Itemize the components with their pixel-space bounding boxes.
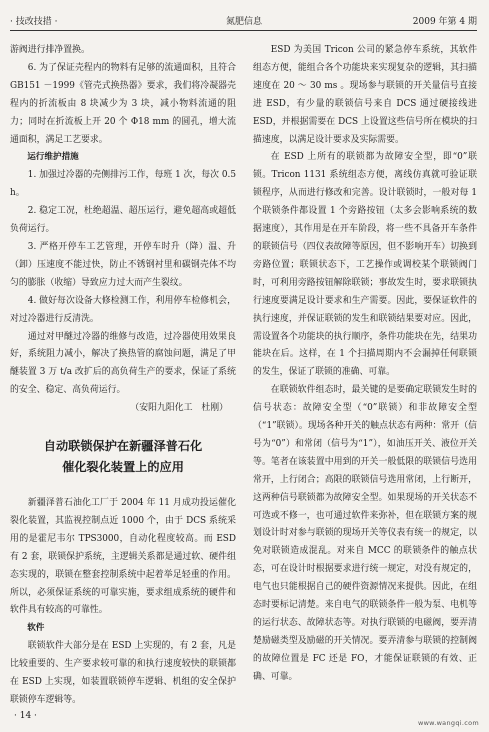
paragraph: 2. 稳定工况，杜绝超温、超压运行，避免超高或超低负荷运行。 xyxy=(10,206,236,235)
watermark: www.wangqi.com xyxy=(417,719,479,727)
article-title-line1: 自动联锁保护在新疆泽普石化 xyxy=(43,439,203,454)
journal-name: 氮肥信息 xyxy=(226,17,263,27)
article-title-line2: 催化裂化装置上的应用 xyxy=(62,460,184,475)
paragraph: 联锁软件大部分是在 ESD 上实现的，有 2 套，凡是比较重要的、生产要求较可靠的和执行速度较快的联锁都在 ESD 上实现，如装置联锁停车逻辑、机组的安全保护联锁停车逻辑等。 xyxy=(10,641,236,705)
paragraph: ESD 为美国 Tricon 公司的紧急停车系统，其软件组态方便，能组合各个功能块来实现复杂的逻辑，其扫描速度在 20 ～ 30 ms 。现场参与联锁的开关量信号直接进 ESD，有少量的联锁信号来自 DCS 通过硬接线进 ESD，并根据需要在 DCS 上设置这些信号所在模块的扫描速度，以满足设计要求及实际需要。 xyxy=(253,45,477,145)
page-header xyxy=(10,11,477,31)
author-byline: （安阳九阳化工 杜刚） xyxy=(130,403,228,414)
right-column xyxy=(253,42,477,687)
paragraph: 4. 做好每次设备大修检测工作，利用停车检修机会，对过冷器进行反清洗。 xyxy=(10,295,236,324)
paragraph: 通过对甲醚过冷器的维修与改造，过冷器使用效果良好，系统阻力减小，解决了换热管的腐蚀问题，满足了甲醚装置 3 万 t/a 改扩后的高负荷生产的要求，保证了系统的安全、稳定、高负荷运行。 xyxy=(10,331,236,396)
paragraph: 在 ESD 上所有的联锁都为故障安全型，即“0”联锁。Tricon 1131 系统组态方便，离线仿真就可验证联锁程序，从而进行修改和完善。设计联锁时，一般对每 1 个联锁条件都设置 1 个旁路按钮（太多会影响系统的数据速度），其作用是在开车阶段，将一些不具备开车条件的联锁信号（四仪表故障等原因，但不影响开车）切换到旁路位置；联锁状态下，工艺操作或调校某个联锁阀门时，可利用旁路按钮解除联锁；事故发生时，要求联锁执行速度要满足设计要求和生产需要。因此，要保证软件的执行速度，并保证联锁的发生和联锁结果要对应。因此，需设置各个功能块的执行顺序，条件功能块在先，结果功能块在后。这样，在 1 个扫描周期内不会漏掉任何联锁的发生，保证了联锁的准确、可靠。 xyxy=(253,152,477,378)
paragraph: 新疆泽普石油化工厂于 2004 年 11 月成功投运催化裂化装置，其监视控制点近 1000 个，由于 DCS 系统采用的是霍尼韦尔 TPS3000，自动化程度较高。而 ESD 有 2 套，联锁保护系统，主逻辑关系都是通过软、硬件组态实现的，联锁在整套控制系统中起着举足轻重的作用。所以，必须保证系统的可靠实施，要求组成系统的硬件和软件具有较高的可靠性。 xyxy=(10,498,236,616)
page-number: · 14 · xyxy=(14,711,37,721)
paragraph: 游阀进行排净置换。 xyxy=(10,45,90,55)
paragraph: 6. 为了保证壳程内的物料有足够的流通面积，且符合 GB151 －1999《管壳式换热器》要求，我们将冷凝器壳程内的折流板由 8 块减少为 3 块，减小物料流通的阻力；同时在折流板上开 20 个 Φ18 mm 的圆孔，增大流通面积，满足工艺要求。 xyxy=(10,62,236,145)
left-column xyxy=(10,42,236,710)
subheading-software: 软件 xyxy=(27,623,45,634)
paragraph: 1. 加强过冷器的壳侧排污工作，每班 1 次，每次 0.5 h。 xyxy=(10,170,236,199)
paragraph: 在联锁软件组态时，最关键的是要确定联锁发生时的信号状态：故障安全型（“0”联锁）和非故障安全型（“1”联锁）。现场各种开关的触点状态有两种：常开（信号为“0”）和常闭（信号为“1”），如油压开关、液位开关等。笔者在该装置中用到的开关一般低限的联锁信号选用常开，上行闭合；高限的联锁信号选用常闭，上行断开，这两种信号联锁都为故障安全型。如果现场的开关状态不可选或不修一，也可通过软件来弥补，但在联锁方案的规划设计时对参与联锁的现场开关等仪表有统一的规定，以免对联锁造成混乱。对来自 MCC 的联锁条件的触点状态，可在设计时根据要求进行统一规定，对没有规定的，电气也只能根据自己的硬件资源情况来提供。因此，在组态时要标记清楚。来自电气的联锁条件一般为泵、电机等的运行状态、故障状态等。对执行联锁的电磁阀，要弄清楚励磁类型及励磁的开关情况。要弄清参与联锁的控制阀的故障位置是 FC 还是 FO，才能保证联锁的有效、正确、可靠。 xyxy=(253,385,477,682)
subheading-maintenance: 运行维护措施 xyxy=(27,152,79,163)
article-title xyxy=(10,436,236,478)
issue-label: 2009 年第 4 期 xyxy=(412,17,477,27)
paragraph: 3. 严格开停车工艺管理，开停车时升（降）温、升（卸）压速度不能过快，防止不锈钢衬里和碳钢壳体不均匀的膨胀（收缩）导致应力过大而产生裂纹。 xyxy=(10,241,236,288)
header-rule xyxy=(10,30,477,31)
section-label: · 技改技措 · xyxy=(10,17,58,27)
